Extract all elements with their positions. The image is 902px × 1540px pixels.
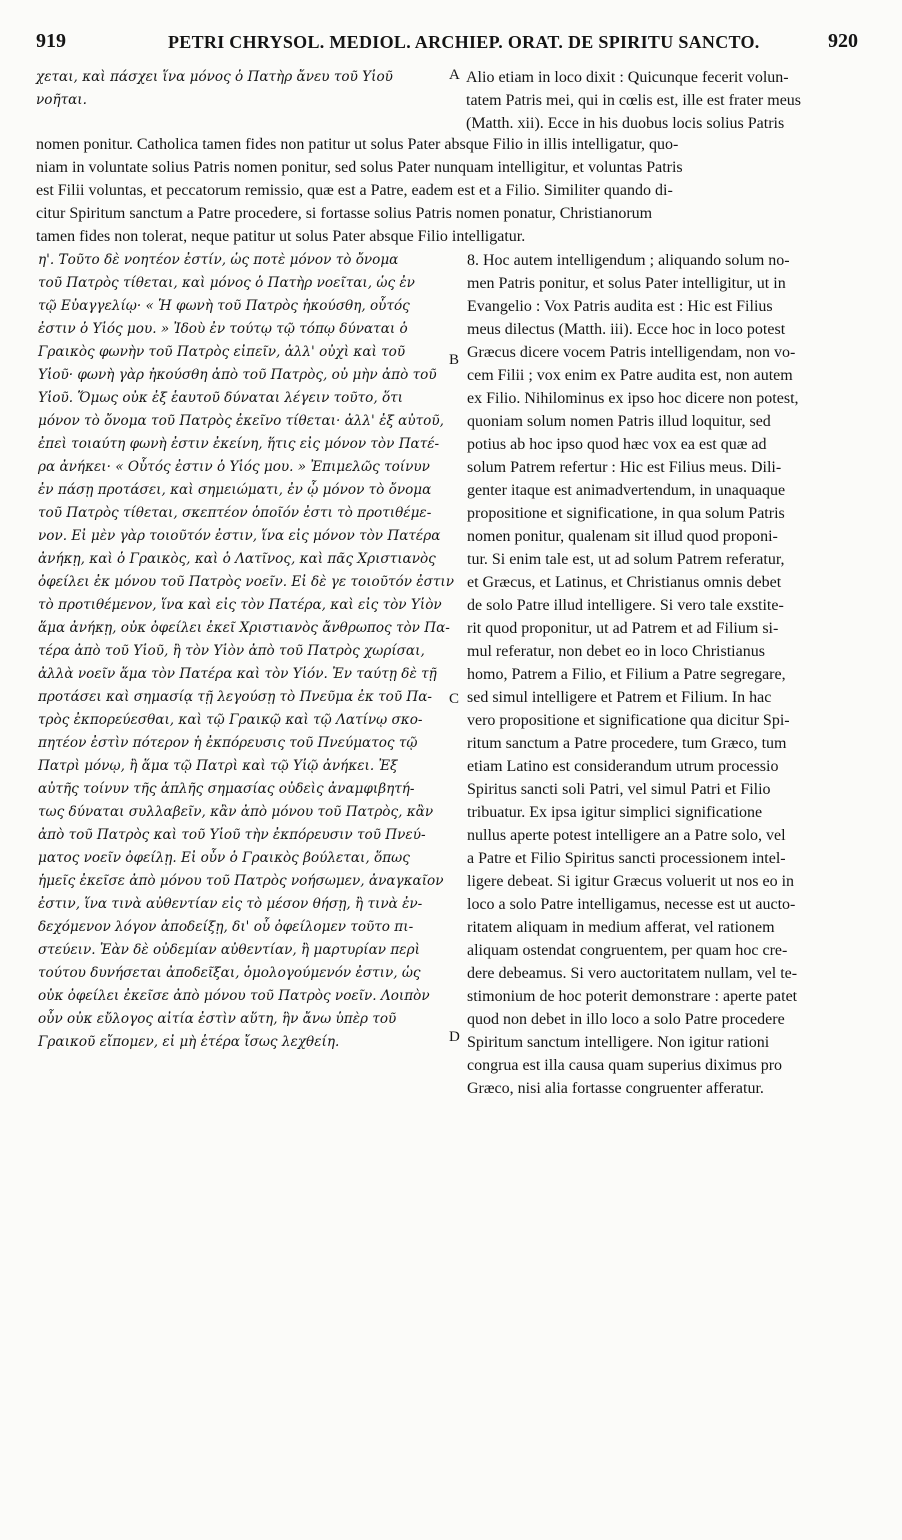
text-line: sed simul intelligere et Patrem et Filium. In hac bbox=[467, 689, 772, 706]
text-line: et Græcus, et Latinus, et Christianus omnis debet bbox=[467, 574, 782, 591]
text-line: potius ab hoc ipso quod hæc vox ea est quæ ad bbox=[467, 436, 767, 453]
text-line: ex Filio. Nihilominus ex ipso hoc dicere non potest, bbox=[467, 390, 799, 407]
text-line: cem Filii ; vox enim ex Patre audita est, non autem bbox=[467, 367, 793, 384]
text-line: Υἱοῦ· φωνὴ γὰρ ἠκούσθη ἀπὸ τοῦ Πατρὸς, οὐ μὴν ἀπὸ τοῦ bbox=[38, 367, 437, 383]
text-line: οὖν οὐκ εὔλογος αἰτία ἐστὶν αὕτη, ἣν ἄνω ὑπὲρ τοῦ bbox=[38, 1011, 397, 1027]
running-header bbox=[0, 30, 902, 58]
text-line: Evangelio : Vox Patris audita est : Hic est Filius bbox=[467, 298, 773, 315]
text-line: dere debeamus. Si vero auctoritatem nullam, vel te- bbox=[467, 965, 798, 982]
text-line: οὐκ ὀφείλει ἐκεῖσε ἀπὸ μόνου τοῦ Πατρὸς νοεῖν. Λοιπὸν bbox=[38, 988, 430, 1004]
text-line: Spiritus sancti soli Patri, vel simul Patri et Filio bbox=[467, 781, 771, 798]
text-line: propositione et significatione, in qua solum Patris bbox=[467, 505, 785, 522]
text-line: τως δύναται συλλαβεῖν, κἂν ἀπὸ μόνου τοῦ Πατρὸς, κἂν bbox=[38, 804, 434, 820]
text-line: τρὸς ἐκπορεύεσθαι, καὶ τῷ Γραικῷ καὶ τῷ Λατίνῳ σκο- bbox=[38, 712, 423, 728]
text-line: stimonium de hoc poterit demonstrare : aperte patet bbox=[467, 988, 798, 1005]
text-line: nomen ponitur, qualenam sit illud quod proponi- bbox=[467, 528, 778, 545]
page-number-right: 920 bbox=[828, 30, 858, 52]
text-line: de solo Patre illud intelligere. Si vero tale exstite- bbox=[467, 597, 784, 614]
text-line: Πατρὶ μόνῳ, ἢ ἅμα τῷ Πατρὶ καὶ τῷ Υἱῷ ἀνήκει. Ἐξ bbox=[38, 758, 398, 774]
text-line: loco a solo Patre intelligamus, necesse est ut aucto- bbox=[467, 896, 796, 913]
text-line: Græco, nisi alia fortasse congruenter afferatur. bbox=[467, 1080, 764, 1097]
text-line: aliquam ostendat congruentem, per quam hoc cre- bbox=[467, 942, 788, 959]
text-line: ritatem aliquam in medium afferat, vel rationem bbox=[467, 919, 775, 936]
text-line: mul referatur, non debet eo in loco Christianus bbox=[467, 643, 765, 660]
text-line: tur. Si enim tale est, ut ad solum Patrem referatur, bbox=[467, 551, 785, 568]
text-line: est Filii voluntas, et peccatorum remissio, quæ est a Patre, eadem est et a Filio. Similiter quando di- bbox=[36, 182, 673, 199]
text-line: Spiritum sanctum intelligere. Non igitur rationi bbox=[467, 1034, 770, 1051]
text-line: tamen fides non tolerat, neque patitur ut solus Pater absque Filio intelligatur. bbox=[36, 228, 526, 245]
text-line: ἐστιν ὁ Υἱός μου. » Ἰδοὺ ἐν τούτῳ τῷ τόπῳ δύναται ὁ bbox=[38, 321, 408, 337]
text-line: ὀφείλει ἐκ μόνου τοῦ Πατρὸς νοεῖν. Εἰ δὲ γε τοιοῦτόν ἐστιν bbox=[38, 574, 454, 590]
text-line: τούτου δυνήσεται ἀποδεῖξαι, ὁμολογούμενόν ἐστιν, ὡς bbox=[38, 965, 421, 981]
full-width-paragraph bbox=[36, 133, 683, 248]
text-line: nullus aperte potest intelligere an a Patre solo, vel bbox=[467, 827, 786, 844]
text-line: πητέον ἐστὶν πότερον ἡ ἐκπόρευσις τοῦ Πνεύματος τῷ bbox=[38, 735, 418, 751]
text-line: tribuatur. Ex ipsa igitur simplici significatione bbox=[467, 804, 763, 821]
text-line: τοῦ Πατρὸς τίθεται, καὶ μόνος ὁ Πατὴρ νοεῖται, ὡς ἐν bbox=[38, 275, 415, 291]
text-line: ritum sanctum a Patre procedere, tum Græco, tum bbox=[467, 735, 787, 752]
text-line: προτάσει καὶ σημασίᾳ τῇ λεγούσῃ τὸ Πνεῦμα ἐκ τοῦ Πα- bbox=[38, 689, 433, 705]
text-line: genter itaque est animadvertendum, in unaquaque bbox=[467, 482, 786, 499]
text-line: citur Spiritum sanctum a Patre procedere, si fortasse solius Patris nomen ponatur, Christianorum bbox=[36, 205, 653, 222]
text-line: solum Patrem refertur : Hic est Filius meus. Dili- bbox=[467, 459, 782, 476]
margin-letter-d: D bbox=[449, 1029, 460, 1045]
text-line: ἐπεὶ τοιαύτη φωνὴ ἐστιν ἐκείνη, ἥτις εἰς μόνον τὸν Πατέ- bbox=[38, 436, 440, 452]
text-line: ἀνήκῃ, καὶ ὁ Γραικὸς, καὶ ὁ Λατῖνος, καὶ πᾶς Χριστιανὸς bbox=[38, 551, 436, 567]
text-line: quod non debet in illo loco a solo Patre procedere bbox=[467, 1011, 785, 1028]
text-line: ἀλλὰ νοεῖν ἅμα τὸν Πατέρα καὶ τὸν Υἱόν. Ἐν ταύτῃ δὲ τῇ bbox=[38, 666, 437, 682]
text-line: ματος νοεῖν ὀφείλῃ. Εἰ οὖν ὁ Γραικὸς βούλεται, ὅπως bbox=[38, 850, 410, 866]
text-line: ἡμεῖς ἐκεῖσε ἀπὸ μόνου τοῦ Πατρὸς νοήσωμεν, ἀναγκαῖον bbox=[38, 873, 444, 889]
text-line: homo, Patrem a Filio, et Filium a Patre segregare, bbox=[467, 666, 786, 683]
text-line: Alio etiam in loco dixit : Quicunque fecerit volun- bbox=[466, 69, 789, 86]
text-line: αὐτῆς τοίνυν τῆς ἁπλῆς σημασίας οὐδεὶς ἀναμφιβητή- bbox=[38, 781, 415, 797]
text-line: vero propositione et significatione qua dicitur Spi- bbox=[467, 712, 790, 729]
text-line: στεύειν. Ἐὰν δὲ οὐδεμίαν αὐθεντίαν, ἢ μαρτυρίαν περὶ bbox=[38, 942, 420, 958]
text-line: 8. Hoc autem intelligendum ; aliquando solum no- bbox=[467, 252, 790, 269]
text-line: nomen ponitur. Catholica tamen fides non patitur ut solus Pater absque Filio in illis intelligatur, quo- bbox=[36, 136, 679, 153]
text-line: ἀπὸ τοῦ Πατρὸς καὶ τοῦ Υἱοῦ τὴν ἐκπόρευσιν τοῦ Πνεύ- bbox=[38, 827, 426, 843]
text-line: νοῆται. bbox=[36, 92, 87, 108]
margin-letter-a: A bbox=[449, 67, 460, 83]
text-line: χεται, καὶ πάσχει ἵνα μόνος ὁ Πατὴρ ἄνευ τοῦ Υἱοῦ bbox=[36, 69, 393, 85]
text-line: νον. Εἰ μὲν γὰρ τοιοῦτόν ἐστιν, ἵνα εἰς μόνον τὸν Πατέρα bbox=[38, 528, 441, 544]
text-line: Græcus dicere vocem Patris intelligendam, non vo- bbox=[467, 344, 796, 361]
text-line: men Patris ponitur, et solus Pater intelligitur, ut in bbox=[467, 275, 786, 292]
text-line: Γραικοῦ εἴπομεν, εἰ μὴ ἑτέρα ἴσως λεχθείη. bbox=[38, 1034, 340, 1050]
text-line: etiam Latino est considerandum utrum processio bbox=[467, 758, 779, 775]
text-line: η'. Τοῦτο δὲ νοητέον ἐστίν, ὡς ποτὲ μόνον τὸ ὄνομα bbox=[38, 252, 399, 268]
text-line: niam in voluntate solius Patris nomen ponitur, sed solus Pater nunquam intelligitur, et voluntas Patris bbox=[36, 159, 683, 176]
text-line: τέρα ἀπὸ τοῦ Υἱοῦ, ἢ τὸν Υἱὸν ἀπὸ τοῦ Πατρὸς χωρίσαι, bbox=[38, 643, 425, 659]
text-line: Γραικὸς φωνὴν τοῦ Πατρὸς εἰπεῖν, ἀλλ' οὐχὶ καὶ τοῦ bbox=[38, 344, 406, 360]
text-line: ἅμα ἀνήκῃ, οὐκ ὀφείλει ἐκεῖ Χριστιανὸς ἄνθρωπος τὸν Πα- bbox=[38, 620, 450, 636]
running-title: PETRI CHRYSOL. MEDIOL. ARCHIEP. ORAT. DE SPIRITU SANCTO. bbox=[168, 32, 760, 52]
page-number-left: 919 bbox=[36, 30, 66, 52]
top-greek-text bbox=[36, 66, 393, 112]
text-line: meus dilectus (Matth. iii). Ecce hoc in loco potest bbox=[467, 321, 786, 338]
latin-column bbox=[467, 249, 799, 1100]
text-line: ρα ἀνήκει· « Οὗτός ἐστιν ὁ Υἱός μου. » Ἐπιμελῶς τοίνυν bbox=[38, 459, 430, 475]
text-line: τοῦ Πατρὸς τίθεται, σκεπτέον ὁποῖόν ἐστι τὸ προτιθέμε- bbox=[38, 505, 432, 521]
text-line: quoniam solum nomen Patris illud loquitur, sed bbox=[467, 413, 771, 430]
text-line: τῷ Εὐαγγελίῳ· « Ἡ φωνὴ τοῦ Πατρὸς ἠκούσθη, οὗτός bbox=[38, 298, 410, 314]
text-line: ἐστιν, ἵνα τινὰ αὐθεντίαν εἰς τὸ μέσον θήσῃ, ἢ τινὰ ἐν- bbox=[38, 896, 423, 912]
text-line: ἐν πάσῃ προτάσει, καὶ σημειώματι, ἐν ᾧ μόνον τὸ ὄνομα bbox=[38, 482, 432, 498]
text-line: δεχόμενον λόγον ἀποδείξῃ, δι' οὗ ὀφείλομεν τοῦτο πι- bbox=[38, 919, 414, 935]
text-line: congrua est illa causa quam superius diximus pro bbox=[467, 1057, 783, 1074]
top-latin-text bbox=[466, 66, 801, 135]
text-line: a Patre et Filio Spiritus sancti processionem intel- bbox=[467, 850, 786, 867]
text-line: rit quod proponitur, ut ad Patrem et ad Filium si- bbox=[467, 620, 779, 637]
text-line: tatem Patris mei, qui in cœlis est, ille est frater meus bbox=[466, 92, 802, 109]
text-line: (Matth. xii). Ecce in his duobus locis solius Patris bbox=[466, 115, 785, 132]
margin-letter-b: B bbox=[449, 352, 460, 368]
text-line: ligere debeat. Si igitur Græcus voluerit ut nos eo in bbox=[467, 873, 795, 890]
margin-letter-c: C bbox=[449, 691, 460, 707]
text-line: Υἱοῦ. Ὅμως οὐκ ἐξ ἑαυτοῦ δύναται λέγειν τοῦτο, ὅτι bbox=[38, 390, 404, 406]
text-line: μόνον τὸ ὄνομα τοῦ Πατρὸς ἐκεῖνο τίθεται· ἀλλ' ἐξ αὐτοῦ, bbox=[38, 413, 444, 429]
greek-column bbox=[38, 249, 454, 1054]
text-line: τὸ προτιθέμενον, ἵνα καὶ εἰς τὸν Πατέρα, καὶ εἰς τὸν Υἱὸν bbox=[38, 597, 442, 613]
